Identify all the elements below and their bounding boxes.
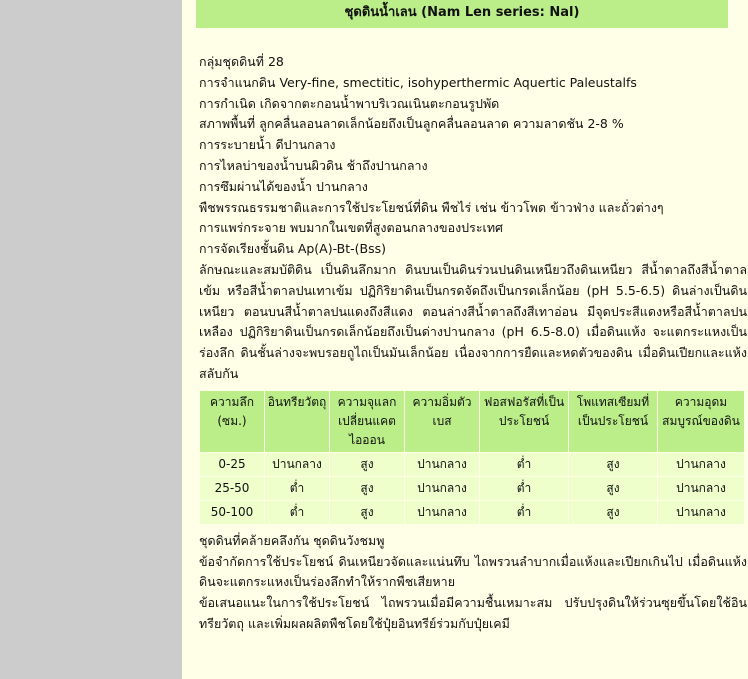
header-fertility: ความอุดมสมบูรณ์ของดิน bbox=[658, 391, 744, 452]
header-organic-matter: อินทรียวัตถุ bbox=[265, 391, 329, 452]
cell-phosphorus: ต่ำ bbox=[480, 477, 568, 500]
horizon-sequence: การจัดเรียงชั้นดิน Ap(A)-Bt-(Bss) bbox=[199, 241, 387, 257]
cell-potassium: สูง bbox=[569, 477, 657, 500]
cell-potassium: สูง bbox=[569, 453, 657, 476]
permeability: การซึมผ่านได้ของน้ำ ปานกลาง bbox=[199, 178, 368, 194]
header-potassium: โพแทสเซียมที่เป็นประโยชน์ bbox=[569, 391, 657, 452]
cell-depth: 50-100 bbox=[200, 501, 264, 524]
cell-depth: 0-25 bbox=[200, 453, 264, 476]
cell-cec: สูง bbox=[330, 453, 404, 476]
cell-depth: 25-50 bbox=[200, 477, 264, 500]
soil-origin: การกำเนิด เกิดจากตะกอนน้ำพาบริเวณเนินตะกอนรูปพัด bbox=[199, 95, 500, 111]
similar-soils: ชุดดินที่คล้ายคลึงกัน ชุดดินวังชมพู bbox=[199, 532, 385, 548]
table-row bbox=[200, 453, 744, 476]
cell-base-saturation: ปานกลาง bbox=[405, 477, 479, 500]
cell-base-saturation: ปานกลาง bbox=[405, 501, 479, 524]
header-phosphorus: ฟอสฟอรัสที่เป็นประโยชน์ bbox=[480, 391, 568, 452]
document-page bbox=[182, 0, 748, 679]
cell-base-saturation: ปานกลาง bbox=[405, 453, 479, 476]
header-base-saturation: ความอิ่มตัวเบส bbox=[405, 391, 479, 452]
distribution: การแพร่กระจาย พบมากในเขตที่สูงตอนกลางของประเทศ bbox=[199, 220, 503, 236]
cell-organic-matter: ต่ำ bbox=[265, 501, 329, 524]
surface-runoff: การไหลบ่าของน้ำบนผิวดิน ช้าถึงปานกลาง bbox=[199, 157, 428, 173]
header-cec: ความจุแลกเปลี่ยนแคตไอออน bbox=[330, 391, 404, 452]
soil-classification: การจำแนกดิน Very-fine, smectitic, isohyperthermic Aquertic Paleustalfs bbox=[199, 74, 637, 90]
page-title: ชุดดินน้ำเลน (Nam Len series: Nal) bbox=[196, 0, 728, 28]
soil-description bbox=[199, 52, 747, 635]
cell-organic-matter: ปานกลาง bbox=[265, 453, 329, 476]
soil-characteristics: ลักษณะและสมบัติดิน เป็นดินลึกมาก ดินบนเป็นดินร่วนปนดินเหนียวถึงดินเหนียว สีน้ำตาลถึงสีน้ำตาลเข้ม หรือสีน้ำตาลปนเทาเข้ม ปฏิกิริยาดินเป็นกรดจัดถึงเป็นกรดเล็กน้อย (pH 5.5-6.5) ดินล่างเป็นดินเหนียว ตอนบนสีน้ำตาลปนแดงถึงสีแดง ตอนล่างสีน้ำตาลถึงสีเทาอ่อน มีจุดประสีแดงหรือสีน้ำตาลปนเหลือง ปฏิกิริยาดินเป็นกรดเล็กน้อยถึงเป็นด่างปานกลาง (pH 6.5-8.0) เมื่อดินแห้ง จะแตกระแหงเป็นร่องลึก ดินชั้นล่างจะพบรอยถูไถเป็นมันเล็กน้อย เนื่องจากการยืดและหดตัวของดิน เมื่อดินเปียกและแห้งสลับกัน bbox=[199, 261, 747, 381]
table-row bbox=[200, 501, 744, 524]
soil-group: กลุ่มชุดดินที่ 28 bbox=[199, 54, 284, 69]
terrain: สภาพพื้นที่ ลูกคลื่นลอนลาดเล็กน้อยถึงเป็นลูกคลื่นลอนลาด ความลาดชัน 2-8 % bbox=[199, 116, 624, 132]
cell-organic-matter: ต่ำ bbox=[265, 477, 329, 500]
vegetation-land-use: พืชพรรณธรรมชาติและการใช้ประโยชน์ที่ดิน พืชไร่ เช่น ข้าวโพด ข้าวฟ่าง และถั่วต่างๆ bbox=[199, 199, 664, 215]
header-depth: ความลึก (ซม.) bbox=[200, 391, 264, 452]
soil-fertility-table bbox=[199, 390, 745, 525]
cell-fertility: ปานกลาง bbox=[658, 477, 744, 500]
cell-cec: สูง bbox=[330, 501, 404, 524]
use-recommendations: ข้อเสนอแนะในการใช้ประโยชน์ ไถพรวนเมื่อมีความชื้นเหมาะสม ปรับปรุงดินให้ร่วนซุยขึ้นโดยใช้อินทรียวัตถุ และเพิ่มผลผลิตพืชโดยใช้ปุ๋ยอินทรีย์ร่วมกับปุ๋ยเคมี bbox=[199, 595, 747, 631]
cell-cec: สูง bbox=[330, 477, 404, 500]
table-row bbox=[200, 477, 744, 500]
use-limitations: ข้อจำกัดการใช้ประโยชน์ ดินเหนียวจัดและแน่นทึบ ไถพรวนลำบากเมื่อแห้งและเปียกเกินไป เมื่อดินแห้ง ดินจะแตกระแหงเป็นร่องลึกทำให้รากพืชเสียหาย bbox=[199, 553, 747, 590]
drainage: การระบายน้ำ ดีปานกลาง bbox=[199, 137, 336, 153]
cell-phosphorus: ต่ำ bbox=[480, 453, 568, 476]
cell-fertility: ปานกลาง bbox=[658, 501, 744, 524]
cell-potassium: สูง bbox=[569, 501, 657, 524]
cell-phosphorus: ต่ำ bbox=[480, 501, 568, 524]
table-header-row bbox=[200, 391, 744, 452]
cell-fertility: ปานกลาง bbox=[658, 453, 744, 476]
